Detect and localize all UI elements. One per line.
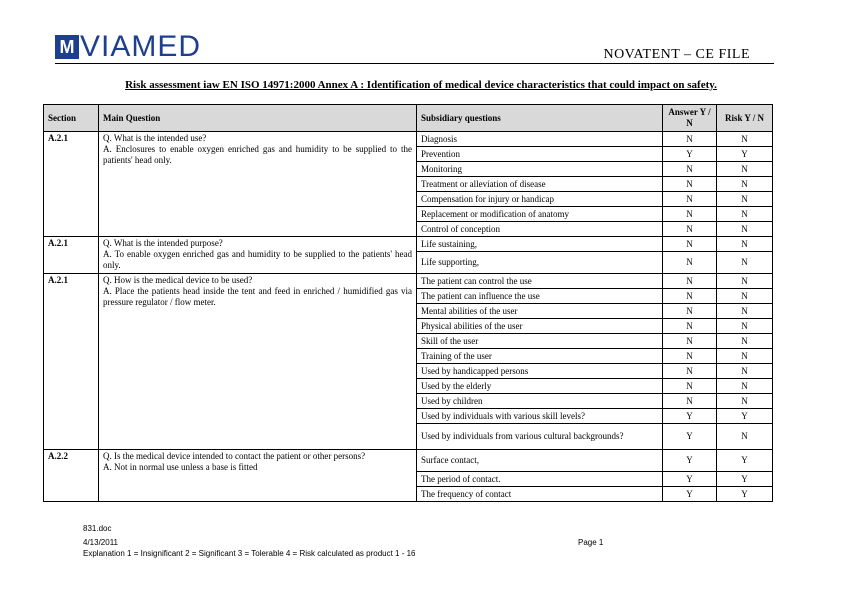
risk-cell: N <box>717 252 773 274</box>
logo-mark: M <box>55 35 79 59</box>
risk-cell: N <box>717 304 773 319</box>
page-subtitle: Risk assessment iaw EN ISO 14971:2000 Annex A : Identification of medical device characteristics that could impact on safety. <box>125 79 717 91</box>
subsidiary-question-cell: Used by children <box>417 394 663 409</box>
risk-cell: N <box>717 349 773 364</box>
answer-text: A. To enable oxygen enriched gas and humidity to be supplied to the patients' head only. <box>103 249 412 270</box>
document-title: NOVATENT – CE FILE <box>603 47 750 62</box>
footer-date: 4/13/2011 <box>83 538 118 547</box>
col-section: Section <box>44 105 99 132</box>
risk-assessment-table <box>43 104 773 502</box>
main-question-cell <box>99 274 417 450</box>
footer-page-number: Page 1 <box>578 538 604 547</box>
subsidiary-question-cell: Mental abilities of the user <box>417 304 663 319</box>
risk-cell: N <box>717 162 773 177</box>
answer-cell: N <box>663 207 717 222</box>
question-text: Q. What is the intended purpose? <box>103 238 223 248</box>
risk-cell: Y <box>717 487 773 502</box>
answer-cell: N <box>663 177 717 192</box>
subsidiary-question-cell: The patient can influence the use <box>417 289 663 304</box>
risk-cell: Y <box>717 147 773 162</box>
answer-text: A. Enclosures to enable oxygen enriched gas and humidity to be supplied to the patients' head only. <box>103 144 412 165</box>
subsidiary-question-cell: Used by the elderly <box>417 379 663 394</box>
section-cell: A.2.1 <box>44 274 99 450</box>
subsidiary-question-cell: Training of the user <box>417 349 663 364</box>
answer-cell: N <box>663 319 717 334</box>
subsidiary-question-cell: Compensation for injury or handicap <box>417 192 663 207</box>
risk-cell: Y <box>717 450 773 472</box>
answer-text: A. Not in normal use unless a base is fitted <box>103 462 258 472</box>
col-risk: Risk Y / N <box>717 105 773 132</box>
risk-cell: N <box>717 177 773 192</box>
subsidiary-question-cell: Treatment or alleviation of disease <box>417 177 663 192</box>
risk-cell: Y <box>717 472 773 487</box>
risk-cell: N <box>717 289 773 304</box>
section-cell: A.2.1 <box>44 132 99 237</box>
answer-cell: N <box>663 364 717 379</box>
subsidiary-question-cell: Physical abilities of the user <box>417 319 663 334</box>
answer-cell: Y <box>663 409 717 424</box>
subsidiary-question-cell: Control of conception <box>417 222 663 237</box>
main-question-cell <box>99 237 417 274</box>
table-header-row <box>44 105 773 132</box>
risk-cell: N <box>717 192 773 207</box>
answer-cell: N <box>663 132 717 147</box>
answer-cell: N <box>663 349 717 364</box>
answer-text: A. Place the patients head inside the tent and feed in enriched / humidified gas via pressure regulator / flow meter. <box>103 286 412 307</box>
answer-cell: N <box>663 222 717 237</box>
subsidiary-question-cell: Used by handicapped persons <box>417 364 663 379</box>
table-row <box>44 237 773 252</box>
header-rule <box>55 63 774 64</box>
risk-cell: N <box>717 207 773 222</box>
answer-cell: N <box>663 192 717 207</box>
answer-cell: N <box>663 394 717 409</box>
footer-filename: 831.doc <box>83 524 112 533</box>
subsidiary-question-cell: Surface contact, <box>417 450 663 472</box>
risk-cell: N <box>717 364 773 379</box>
answer-cell: Y <box>663 424 717 450</box>
question-text: Q. How is the medical device to be used? <box>103 275 253 285</box>
risk-cell: N <box>717 424 773 450</box>
answer-cell: Y <box>663 147 717 162</box>
viamed-logo <box>55 30 202 63</box>
answer-cell: Y <box>663 472 717 487</box>
answer-cell: N <box>663 162 717 177</box>
risk-cell: N <box>717 379 773 394</box>
col-subsidiary-questions: Subsidiary questions <box>417 105 663 132</box>
answer-cell: N <box>663 237 717 252</box>
subsidiary-question-cell: Replacement or modification of anatomy <box>417 207 663 222</box>
risk-cell: N <box>717 394 773 409</box>
risk-cell: N <box>717 319 773 334</box>
subsidiary-question-cell: Skill of the user <box>417 334 663 349</box>
subsidiary-question-cell: Diagnosis <box>417 132 663 147</box>
logo-text: VIAMED <box>80 30 202 63</box>
subsidiary-question-cell: The frequency of contact <box>417 487 663 502</box>
table-row <box>44 450 773 472</box>
question-text: Q. Is the medical device intended to contact the patient or other persons? <box>103 451 366 461</box>
risk-cell: N <box>717 274 773 289</box>
answer-cell: N <box>663 274 717 289</box>
main-question-cell <box>99 132 417 237</box>
risk-cell: N <box>717 132 773 147</box>
subsidiary-question-cell: Monitoring <box>417 162 663 177</box>
subsidiary-question-cell: Used by individuals from various cultural backgrounds? <box>417 424 663 450</box>
subsidiary-question-cell: The period of contact. <box>417 472 663 487</box>
main-question-cell <box>99 450 417 502</box>
footer-explanation: Explanation 1 = Insignificant 2 = Significant 3 = Tolerable 4 = Risk calculated as product 1 - 16 <box>83 549 416 558</box>
risk-cell: N <box>717 237 773 252</box>
answer-cell: N <box>663 334 717 349</box>
answer-cell: N <box>663 252 717 274</box>
table-row <box>44 132 773 147</box>
section-cell: A.2.1 <box>44 237 99 274</box>
answer-cell: Y <box>663 487 717 502</box>
col-main-question: Main Question <box>99 105 417 132</box>
answer-cell: N <box>663 304 717 319</box>
answer-cell: Y <box>663 450 717 472</box>
answer-cell: N <box>663 289 717 304</box>
risk-cell: Y <box>717 409 773 424</box>
section-cell: A.2.2 <box>44 450 99 502</box>
subsidiary-question-cell: Prevention <box>417 147 663 162</box>
question-text: Q. What is the intended use? <box>103 133 207 143</box>
subsidiary-question-cell: Life supporting, <box>417 252 663 274</box>
col-answer: Answer Y / N <box>663 105 717 132</box>
subsidiary-question-cell: The patient can control the use <box>417 274 663 289</box>
subsidiary-question-cell: Life sustaining, <box>417 237 663 252</box>
answer-cell: N <box>663 379 717 394</box>
risk-cell: N <box>717 222 773 237</box>
risk-cell: N <box>717 334 773 349</box>
subsidiary-question-cell: Used by individuals with various skill levels? <box>417 409 663 424</box>
table-row <box>44 274 773 289</box>
